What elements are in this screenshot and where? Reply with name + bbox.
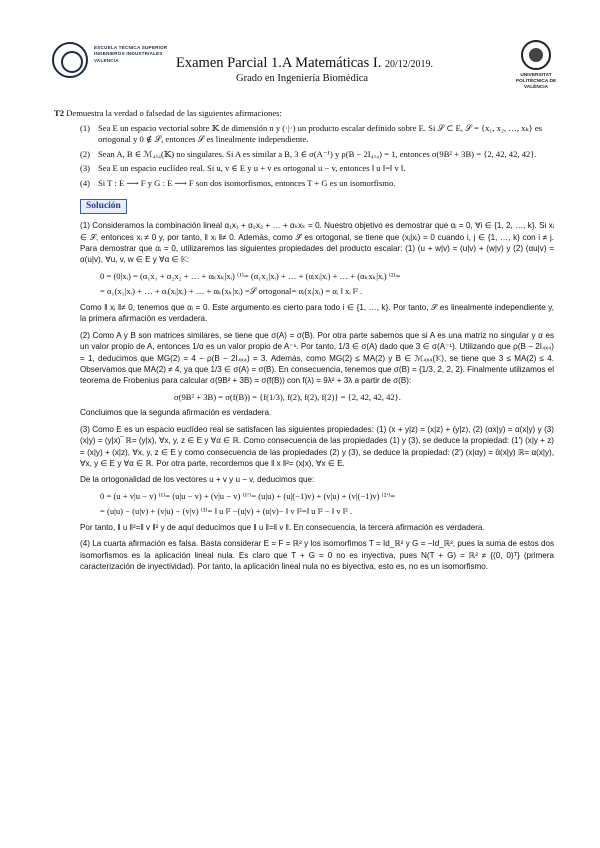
solution-heading: Solución xyxy=(80,199,127,215)
solution-part-2-conclusion: Concluimos que la segunda afirmación es verdadera. xyxy=(80,408,272,418)
solution-part-3: (3) Como E es un espacio euclídeo real se satisfacen las siguientes propiedades: (1) (x + y|z) = (x|z) + (y|z), (2) (αx|y) = α(x|y) y (3) (x|y) = (y|x)‾ ℝ= (y|x), ∀x, y, z ∈ E y ∀α ∈ ℝ. Como consecuencia de las propiedades (1) y (3), se deduce la propiedad: (1′) (x|y + z) = (x|y) + (x|z), ∀x, y, z ∈ E y como consecuencia de las propiedades (2) y (3), se deduce la propiedad: (2′) (x|αy) = ᾱ(x|y) ℝ= α(x|y), ∀x, y ∈ E y ∀α ∈ ℝ. Por otra parte, recordemos que ‖ x ‖²= (x|x), ∀x ∈ E. xyxy=(80,424,554,469)
problem-item xyxy=(80,178,554,190)
solution-part-3-conclusion: Por tanto, ‖ u ‖²=‖ v ‖² y de aquí deducimos que ‖ u ‖=‖ v ‖. En consecuencia, la tercera afirmación es verdadera. xyxy=(80,523,485,533)
problem-item xyxy=(80,163,554,175)
solution-part-4: (4) La cuarta afirmación es falsa. Basta considerar E = F = ℝ² y los isomorfimos T = Id_ℝ² y G = −Id_ℝ², pues la suma de estos dos isomorfismos es la aplicación lineal nula. Es claro que T + G = 0 no es inyectiva, pues N(T + G) = ℝ² ≠ {(0, 0)ᵀ} (primera caracterización de inyectividad). Por tanto, la aplicación lineal nula no es biyectiva, esto es, no es un isomorfismo. xyxy=(80,539,554,572)
solution-part-3-intro: De la ortogonalidad de los vectores u + v y u − v, deducimos que: xyxy=(80,475,315,485)
etsii-logo-text: ESCUELA TÉCNICA SUPERIOR INGENIEROS INDUSTRIALES VALENCIA xyxy=(94,45,168,63)
item-text: Sea E un espacio euclídeo real. Si u, v ∈ E y u + v es ortogonal u − v, entonces ‖ u ‖=‖ v ‖. xyxy=(98,163,406,174)
item-text: Sean A, B ∈ ℳ₄ₓ₄(𝕂) no singulares. Si A es similar a B, 3 ∈ σ(A⁻¹) y ρ(B − 2I₄ₓ₄) = 1, entonces σ(9B² + 3B) = {2, 42, 42, 42}. xyxy=(98,148,537,159)
problem-label: T2 xyxy=(54,108,65,118)
exam-subtitle: Grado en Ingeniería Biomédica xyxy=(236,73,369,84)
equation-3a: 0 = (u + v|u − v) ⁽¹⁾= (u|u − v) + (v|u − v) ⁽¹′⁾= (u|u) + (u|(−1)v) + (v|u) + (v|(−1)v) ⁽²′⁾= xyxy=(100,490,396,501)
equation-1b: = α₁(x₁|xᵢ) + … + αᵢ(xᵢ|xᵢ) + … + αₖ(xₖ|xᵢ) =𝒮 ortogonal= αᵢ(xᵢ|xᵢ) = αᵢ ‖ xᵢ ‖² . xyxy=(100,286,363,297)
solution-part-1-conclusion: Como ‖ xᵢ ‖≠ 0, tenemos que αᵢ = 0. Este argumento es cierto para todo i ∈ {1, …, k}. Por tanto, 𝒮 es linealmente independiente y, la primera afirmación es verdadera. xyxy=(80,302,554,324)
exam-title-text: Examen Parcial 1.A Matemáticas I. xyxy=(176,55,382,71)
problem-item xyxy=(80,123,554,146)
exam-content xyxy=(54,108,554,578)
upv-logo-text: UNIVERSITAT POLITÈCNICA DE VALÈNCIA xyxy=(515,73,557,90)
problem-items xyxy=(80,123,554,190)
equation-1a: 0 = (0|xᵢ) = (α₁x₁ + α₂x₂ + … + αₖxₖ|xᵢ) ⁽¹⁾= (α₁x₁|xᵢ) + … + (αᵢxᵢ|xᵢ) + … + (αₖxₖ|xᵢ) ⁽²⁾= xyxy=(100,270,401,281)
problem-statement-text: Demuestra la verdad o falsedad de las siguientes afirmaciones: xyxy=(66,108,282,118)
solution-part-2: (2) Como A y B son matrices similares, se tiene que σ(A) = σ(B). Por otra parte sabemos que si A es una matriz no singular y α es un valor propio de A, entonces 1/α es un valor propio de A⁻¹. Por tanto, 1/3 ∈ σ(A) dado que 3 ∈ σ(A⁻¹). Utilizando que ρ(B − 2I₄ₓ₄) = 1, deducimos que MG(2) = 4 − ρ(B − 2I₄ₓ₄) = 3. Además, como MG(2) ≤ MA(2) y B ∈ ℳ₄ₓ₄(𝕂), se tiene que 3 ≤ MA(2) ≤ 4. Observamos que MA(2) ≠ 4, ya que 1/3 ∈ σ(A) = σ(B). En consecuencia, tenemos que σ(B) = {1/3, 2, 2, 2}. Finalmente utilizamos el teorema de Frobenius para calcular σ(9B² + 3B) = σ(f(B)) con f(λ) = 9λ² + 3λ a partir de σ(B): xyxy=(80,330,554,386)
equation-2: σ(9B² + 3B) = σ(f(B)) = {f(1/3), f(2), f(2), f(2)} = {2, 42, 42, 42}. xyxy=(174,391,401,402)
etsii-logo xyxy=(52,42,172,80)
solution-part-1: (1) Consideramos la combinación lineal α₁x₁ + α₂x₂ + … + αₖxₖ = 0. Nuestro objetivo es demostrar que αᵢ = 0, ∀i ∈ {1, 2, …, k}. Si xᵢ ∈ 𝒮, entonces xᵢ ≠ 0 y, por tanto, ‖ xᵢ ‖≠ 0. Además, como 𝒮 es ortogonal, se tiene que (xⱼ|xᵢ) = 0 cuando i, j ∈ {1, …, k} con i ≠ j. Para demostrar que αᵢ = 0, utilizaremos las siguientes propiedades del producto escalar: (1) (u + w|v) = (u|v) + (w|v) y (2) (αu|v) = α(u|v), ∀u, v, w ∈ E y ∀α ∈ 𝕂: xyxy=(80,221,554,265)
item-number: (3) xyxy=(80,163,91,174)
exam-date: 20/12/2019. xyxy=(384,59,434,70)
item-text: Si T : E ⟶ F y G : E ⟶ F son dos isomorfismos, entonces T + G es un isomorfismo. xyxy=(98,177,396,188)
item-text: Sea E un espacio vectorial sobre 𝕂 de dimensión n y (·|·) un producto escalar definido sobre E. Si 𝒮 ⊂ E, 𝒮 = {x₁, x₂, …, xₖ} es ortogonal y 0 ∉ 𝒮, entonces 𝒮 es linealmente independiente. xyxy=(98,122,543,145)
upv-logo xyxy=(508,40,564,100)
etsii-seal-icon xyxy=(52,42,88,78)
exam-title xyxy=(176,55,433,72)
item-number: (2) xyxy=(80,148,91,159)
item-number: (4) xyxy=(80,177,91,188)
item-number: (1) xyxy=(80,122,91,133)
equation-3b: = (u|u) − (u|v) + (v|u) − (v|v) ⁽³⁾= ‖ u ‖² −(u|v) + (u|v)− ‖ v ‖²=‖ u ‖² − ‖ v ‖² . xyxy=(100,506,352,517)
upv-seal-icon xyxy=(521,40,551,70)
problem-item xyxy=(80,149,554,161)
problem-statement xyxy=(54,108,554,120)
